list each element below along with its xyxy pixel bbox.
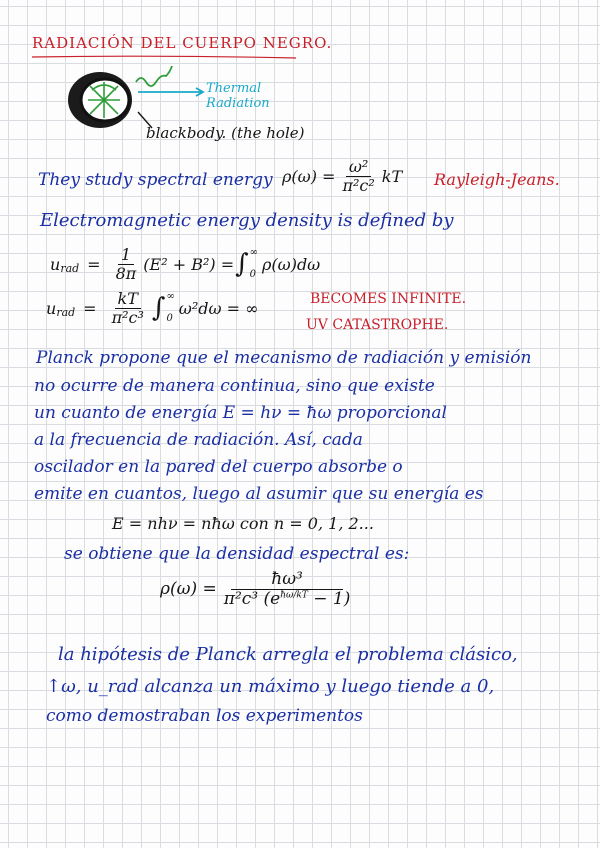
conclusion-line-1: la hipótesis de Planck arregla el problema clásico,: [58, 644, 518, 665]
urad2-equals: =: [83, 298, 97, 318]
urad1-upper: ∞: [249, 247, 258, 259]
rayleigh-jeans-label: Rayleigh-Jeans.: [434, 170, 560, 189]
planck-paragraph-line-3: un cuanto de energía E = hν = ħω proporcional: [34, 403, 447, 423]
urad1-fraction: [113, 246, 140, 282]
urad1-sub: rad: [60, 261, 80, 275]
urad2-sub: rad: [56, 305, 76, 319]
rj-denominator: π²c²: [342, 175, 375, 195]
urad1-symbol: u: [50, 254, 61, 274]
planck-exponent: ħω/kT: [280, 590, 308, 601]
urad2-limits: [166, 292, 174, 324]
rj-lhs: ρ(ω) =: [282, 166, 336, 186]
planck-paragraph-line-5: oscilador en la pared del cuerpo absorbe o: [34, 457, 403, 477]
planck-numerator: ħω³: [231, 570, 343, 590]
conclusion-line-2: ↑ω, u_rad alcanza un máximo y luego tiende a 0,: [46, 676, 495, 697]
quantized-energy-equation: E = nhν = nħω con n = 0, 1, 2...: [112, 514, 374, 533]
urad1-equals: =: [87, 254, 101, 274]
integral-sign-2: ∫: [151, 293, 166, 324]
urad1-numerator: 1: [118, 246, 134, 265]
planck-paragraph-line-2: no ocurre de manera continua, sino que existe: [34, 376, 435, 396]
uv-catastrophe-note: UV CATASTROPHE.: [306, 317, 449, 333]
rj-fraction: [339, 158, 377, 194]
urad-equation-1: [50, 246, 320, 282]
planck-denominator: [221, 590, 354, 609]
planck-paragraph-line-6: emite en cuantos, luego al asumir que su energía es: [34, 484, 484, 504]
rj-numerator: ω²: [346, 158, 371, 177]
page-title: RADIACIÓN DEL CUERPO NEGRO.: [32, 34, 333, 52]
planck-law-equation: [160, 570, 357, 608]
conclusion-line-3: como demostraban los experimentos: [46, 706, 363, 726]
thermal-label: Thermal: [206, 81, 262, 96]
rj-kt: kT: [381, 166, 403, 186]
urad1-lower: 0: [249, 269, 257, 281]
urad2-integrand: ω²dω = ∞: [178, 298, 259, 318]
integral-sign-1: ∫: [235, 249, 249, 280]
planck-fraction: [221, 570, 354, 608]
becomes-infinite-note: BECOMES INFINITE.: [310, 291, 467, 307]
urad2-lower: 0: [166, 313, 173, 325]
urad2-upper: ∞: [166, 291, 175, 303]
urad2-denominator: π²c³: [111, 307, 144, 327]
planck-paragraph-line-4: a la frecuencia de radiación. Así, cada: [34, 430, 363, 450]
planck-den-a: π²c³: [223, 588, 259, 609]
planck-den-c: − 1): [313, 588, 351, 609]
urad1-integrand: ρ(ω)dω: [262, 254, 321, 274]
planck-den-b: (e: [263, 588, 281, 609]
urad1-denominator: 8π: [115, 263, 137, 283]
spectral-energy-text: They study spectral energy: [38, 170, 273, 190]
urad1-limits: [250, 248, 258, 280]
urad2-symbol: u: [46, 298, 57, 318]
urad-equation-2: [46, 290, 258, 326]
urad2-fraction: [109, 290, 147, 326]
planck-paragraph-line-1: Planck propone que el mecanismo de radiación y emisión: [36, 348, 532, 368]
urad1-fields: (E² + B²) =: [143, 254, 235, 274]
blackbody-sphere: [68, 72, 132, 128]
rayleigh-jeans-equation: [282, 158, 402, 194]
planck-lhs: ρ(ω) =: [160, 579, 217, 600]
blackbody-label: blackbody. (the hole): [146, 124, 305, 142]
urad2-numerator: kT: [115, 290, 141, 309]
radiation-label: Radiation: [206, 96, 270, 111]
spectral-density-intro: se obtiene que la densidad espectral es:: [64, 544, 410, 564]
em-density-text: Electromagnetic energy density is defined by: [40, 210, 454, 231]
wave-squiggle: [136, 66, 172, 86]
